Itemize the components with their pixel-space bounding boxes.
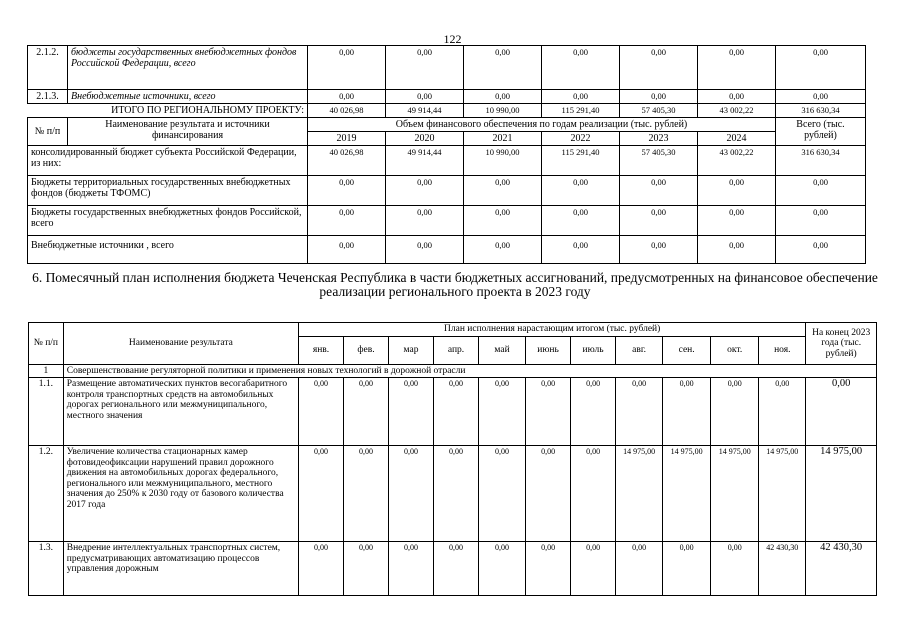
header-month: окт. [711, 336, 759, 364]
cell-total: 0,00 [776, 176, 866, 206]
cell-value: 0,00 [308, 206, 386, 236]
header-name: Наименование результата и источники финансирования [68, 118, 308, 146]
cell-value: 0,00 [698, 176, 776, 206]
cell-total: 0,00 [776, 236, 866, 264]
cell-value: 0,00 [620, 206, 698, 236]
header-volume: Объем финансового обеспечения по годам реализации (тыс. рублей) [308, 118, 776, 132]
row-number: 1.2. [29, 446, 64, 542]
header-row [29, 323, 877, 337]
row-name: Внебюджетные источники, всего [68, 90, 308, 104]
table-row [29, 378, 877, 446]
cell-value: 0,00 [308, 90, 386, 104]
header-end: На конец 2023 года (тыс. рублей) [806, 323, 877, 365]
cell-value: 10 990,00 [464, 104, 542, 118]
cell-value: 0,00 [542, 46, 620, 90]
cell-value: 0,00 [434, 378, 479, 446]
cell-value: 0,00 [698, 236, 776, 264]
header-year: 2020 [386, 132, 464, 146]
header-month: авг. [616, 336, 663, 364]
cell-value: 0,00 [479, 446, 526, 542]
cell-value: 0,00 [542, 90, 620, 104]
row-number: 2.1.2. [28, 46, 68, 90]
cell-value: 0,00 [542, 236, 620, 264]
cell-total: 0,00 [776, 206, 866, 236]
cell-value: 115 291,40 [542, 146, 620, 176]
cell-value: 0,00 [542, 206, 620, 236]
cell-value: 0,00 [434, 446, 479, 542]
row-name: Внедрение интеллектуальных транспортных систем, предусматривающих автоматизацию процессов управления дорожным [63, 542, 298, 596]
row-name: Внебюджетные источники , всего [28, 236, 308, 264]
cell-value: 0,00 [620, 46, 698, 90]
cell-value: 43 002,22 [698, 104, 776, 118]
table-row [28, 176, 866, 206]
cell-total: 0,00 [776, 46, 866, 90]
header-month: май [479, 336, 526, 364]
cell-value: 0,00 [759, 378, 806, 446]
cell-value: 0,00 [616, 378, 663, 446]
cell-value: 0,00 [698, 46, 776, 90]
cell-total: 316 630,34 [776, 146, 866, 176]
header-month: фев. [344, 336, 389, 364]
cell-value: 0,00 [299, 378, 344, 446]
header-month: июнь [526, 336, 571, 364]
table-row [28, 90, 866, 104]
cell-value: 14 975,00 [759, 446, 806, 542]
cell-value: 0,00 [344, 446, 389, 542]
section-heading: 6. Помесячный план исполнения бюджета Чеченская Республика в части бюджетных ассигнований, предусмотренных на финансовое обеспечение реализации регионального проекта в 2023 году [32, 270, 878, 299]
header-plan: План исполнения нарастающим итогом (тыс. рублей) [299, 323, 806, 337]
cell-value: 0,00 [526, 446, 571, 542]
header-year: 2023 [620, 132, 698, 146]
cell-value: 0,00 [344, 542, 389, 596]
row-number: 2.1.3. [28, 90, 68, 104]
header-month: апр. [434, 336, 479, 364]
cell-value: 0,00 [479, 378, 526, 446]
cell-value: 57 405,30 [620, 104, 698, 118]
cell-total: 0,00 [776, 90, 866, 104]
cell-end: 0,00 [806, 378, 877, 446]
cell-value: 0,00 [464, 236, 542, 264]
cell-value: 0,00 [698, 206, 776, 236]
table-row [28, 206, 866, 236]
cell-value: 0,00 [526, 542, 571, 596]
header-year: 2019 [308, 132, 386, 146]
cell-value: 0,00 [386, 206, 464, 236]
row-number: 1.3. [29, 542, 64, 596]
financing-table [27, 45, 866, 264]
cell-value: 14 975,00 [616, 446, 663, 542]
monthly-plan-table [28, 322, 877, 596]
cell-value: 49 914,44 [386, 146, 464, 176]
cell-value: 0,00 [616, 542, 663, 596]
header-num: № п/п [29, 323, 64, 365]
cell-value: 0,00 [308, 176, 386, 206]
cell-value: 0,00 [389, 378, 434, 446]
cell-value: 0,00 [308, 46, 386, 90]
cell-value: 0,00 [620, 176, 698, 206]
cell-value: 0,00 [308, 236, 386, 264]
cell-value: 0,00 [344, 378, 389, 446]
header-year: 2022 [542, 132, 620, 146]
cell-value: 0,00 [698, 90, 776, 104]
row-name: консолидированный бюджет субъекта Российской Федерации, из них: [28, 146, 308, 176]
cell-value: 57 405,30 [620, 146, 698, 176]
cell-value: 0,00 [386, 90, 464, 104]
row-name: бюджеты государственных внебюджетных фондов Российской Федерации, всего [68, 46, 308, 90]
table-row [29, 542, 877, 596]
cell-value: 0,00 [389, 542, 434, 596]
cell-value: 0,00 [571, 446, 616, 542]
row-name: Бюджеты территориальных государственных внебюджетных фондов (бюджеты ТФОМС) [28, 176, 308, 206]
cell-value: 0,00 [464, 46, 542, 90]
cell-value: 43 002,22 [698, 146, 776, 176]
cell-value: 0,00 [389, 446, 434, 542]
header-num: № п/п [28, 118, 68, 146]
cell-value: 0,00 [571, 378, 616, 446]
row-name: Увеличение количества стационарных камер фотовидеофиксации нарушений правил дорожного движения на автомобильных дорогах федерального, регионального или межмуниципального, местного значения до 250% к 2030 году от базового количества 2017 года [63, 446, 298, 542]
cell-value: 0,00 [386, 46, 464, 90]
cell-value: 0,00 [571, 542, 616, 596]
page-number: 122 [443, 32, 462, 46]
cell-value: 40 026,98 [308, 104, 386, 118]
cell-value: 0,00 [663, 542, 711, 596]
cell-value: 40 026,98 [308, 146, 386, 176]
cell-value: 0,00 [479, 542, 526, 596]
row-number: 1.1. [29, 378, 64, 446]
cell-end: 14 975,00 [806, 446, 877, 542]
row-name: Размещение автоматических пунктов весогабаритного контроля транспортных средств на автомобильных дорогах регионального или межмуниципального, местного значения [63, 378, 298, 446]
cell-value: 0,00 [620, 236, 698, 264]
cell-value: 14 975,00 [711, 446, 759, 542]
cell-total: 316 630,34 [776, 104, 866, 118]
cell-value: 0,00 [464, 90, 542, 104]
cell-value: 0,00 [464, 176, 542, 206]
header-month: ноя. [759, 336, 806, 364]
header-row [28, 118, 866, 132]
section-name: Совершенствование регуляторной политики и применения новых технологий в дорожной отрасли [63, 364, 876, 378]
cell-value: 0,00 [386, 176, 464, 206]
cell-value: 0,00 [386, 236, 464, 264]
cell-value: 10 990,00 [464, 146, 542, 176]
cell-value: 0,00 [526, 378, 571, 446]
cell-value: 0,00 [464, 206, 542, 236]
cell-end: 42 430,30 [806, 542, 877, 596]
cell-value: 0,00 [299, 542, 344, 596]
row-name: Бюджеты государственных внебюджетных фондов Российской, всего [28, 206, 308, 236]
header-month: июль [571, 336, 616, 364]
header-year: 2024 [698, 132, 776, 146]
section-row [29, 364, 877, 378]
header-year: 2021 [464, 132, 542, 146]
table-row [29, 446, 877, 542]
header-month: янв. [299, 336, 344, 364]
header-name: Наименование результата [63, 323, 298, 365]
cell-value: 0,00 [434, 542, 479, 596]
section-number: 1 [29, 364, 64, 378]
cell-value: 0,00 [620, 90, 698, 104]
cell-value: 0,00 [663, 378, 711, 446]
cell-value: 115 291,40 [542, 104, 620, 118]
cell-value: 0,00 [542, 176, 620, 206]
total-row [28, 104, 866, 118]
header-total: Всего (тыс. рублей) [776, 118, 866, 146]
table-row [28, 46, 866, 90]
table-row [28, 146, 866, 176]
cell-value: 0,00 [711, 378, 759, 446]
header-month: мар [389, 336, 434, 364]
cell-value: 14 975,00 [663, 446, 711, 542]
table-row [28, 236, 866, 264]
cell-value: 0,00 [299, 446, 344, 542]
header-month: сен. [663, 336, 711, 364]
cell-value: 42 430,30 [759, 542, 806, 596]
cell-value: 0,00 [711, 542, 759, 596]
total-label: ИТОГО ПО РЕГИОНАЛЬНОМУ ПРОЕКТУ: [28, 104, 308, 118]
cell-value: 49 914,44 [386, 104, 464, 118]
